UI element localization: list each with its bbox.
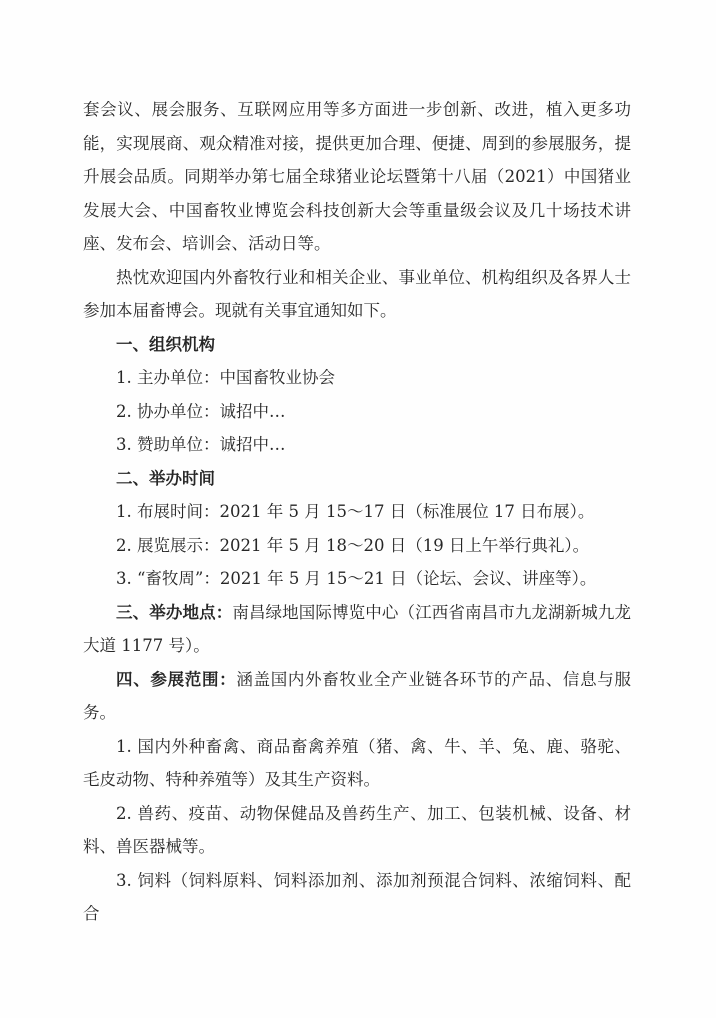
document-body (83, 93, 631, 931)
welcome-paragraph: 热忱欢迎国内外畜牧行业和相关企业、事业单位、机构组织及各界人士参加本届畜博会。现就有关事宜通知如下。 (83, 267, 631, 320)
time-item-setup: 1. 布展时间：2021 年 5 月 15～17 日（标准展位 17 日布展）。 (116, 502, 595, 521)
time-item-exhibition: 2. 展览展示：2021 年 5 月 18～20 日（19 日上午举行典礼）。 (116, 535, 590, 555)
section-heading-venue: 三、举办地点： (116, 602, 233, 622)
venue-text: 南昌绿地国际博览中心（江西省南昌市九龙湖新城九龙大道 1177 号）。 (83, 602, 632, 655)
section-heading-time: 二、举办时间 (116, 468, 215, 488)
organization-item-coorganizer: 2. 协办单位：诚招中… (116, 401, 286, 421)
section-heading-organization: 一、组织机构 (116, 334, 215, 354)
section-venue (83, 596, 631, 663)
scope-item-breeding: 1. 国内外种畜禽、商品畜禽养殖（猪、禽、牛、羊、兔、鹿、骆驼、毛皮动物、特种养殖等）及其生产资料。 (83, 736, 631, 789)
scope-text: 涵盖国内外畜牧业全产业链各环节的产品、信息与服务。 (83, 669, 632, 722)
time-item-livestock-week: 3. “畜牧周”：2021 年 5 月 15～21 日（论坛、会议、讲座等）。 (116, 569, 597, 588)
scope-item-feed: 3. 饲料（饲料原料、饲料添加剂、添加剂预混合饲料、浓缩饲料、配合 (83, 870, 631, 923)
section-scope (83, 663, 631, 730)
scope-item-veterinary: 2. 兽药、疫苗、动物保健品及兽药生产、加工、包装机械、设备、材料、兽医器械等。 (83, 803, 631, 856)
section-heading-scope: 四、参展范围： (116, 669, 237, 689)
organization-item-sponsor: 3. 赞助单位：诚招中… (116, 435, 286, 454)
organization-item-host: 1. 主办单位：中国畜牧业协会 (116, 368, 335, 387)
intro-paragraph-continued: 套会议、展会服务、互联网应用等多方面进一步创新、改进，植入更多功能，实现展商、观众精准对接，提供更加合理、便捷、周到的参展服务，提升展会品质。同期举办第七届全球猪业论坛暨第十八届（2021）中国猪业发展大会、中国畜牧业博览会科技创新大会等重量级会议及几十场技术讲座、发布会、培训会、活动日等。 (83, 100, 631, 253)
